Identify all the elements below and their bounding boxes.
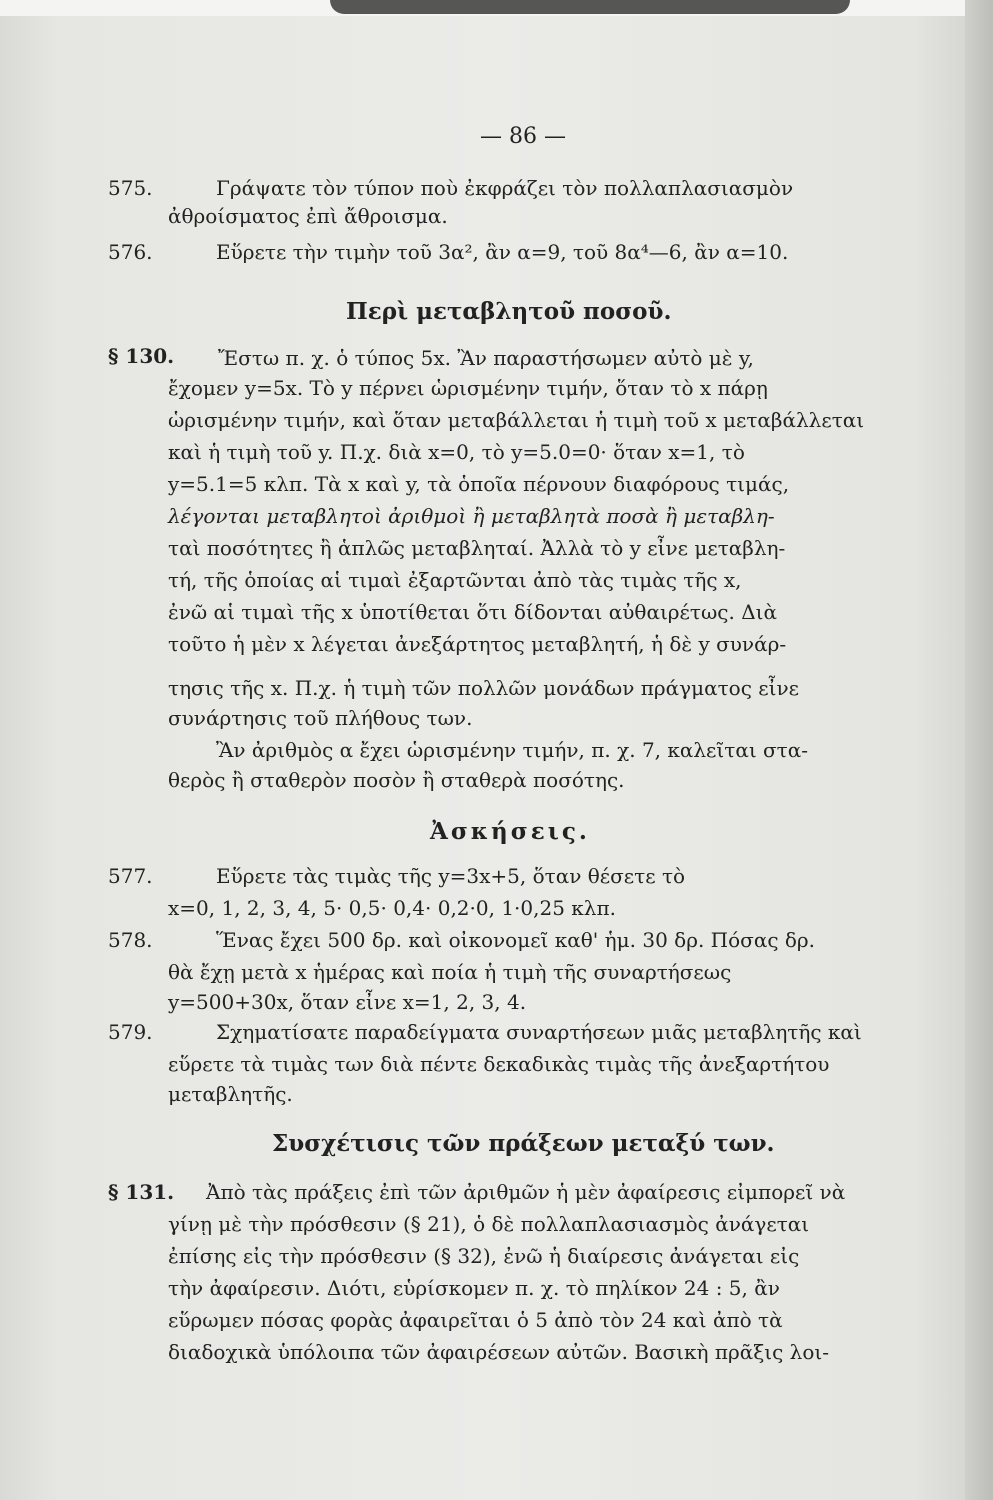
section-130-line-7: ταὶ ποσότητες ἢ ἁπλῶς μεταβληταί. Ἀλλὰ τὸ y εἶνε μεταβλη-	[168, 536, 786, 560]
exercise-578-line-2: θὰ ἔχῃ μετὰ x ἡμέρας καὶ ποία ἡ τιμὴ τῆς συναρτήσεως	[168, 960, 732, 984]
section-130-line-6: λέγονται μεταβλητοὶ ἀριθμοὶ ἢ μεταβλητὰ ποσὰ ἢ μεταβλη-	[168, 504, 775, 528]
section-131-line-2: γίνῃ μὲ τὴν πρόσθεσιν (§ 21), ὁ δὲ πολλαπλασιασμὸς ἀνάγεται	[168, 1212, 810, 1236]
section-130-line-13: Ἂν ἀριθμὸς α ἔχει ὡρισμένην τιμήν, π. χ. 7, καλεῖται στα-	[216, 738, 809, 762]
section-130-line-11: τησις τῆς x. Π.χ. ἡ τιμὴ τῶν πολλῶν μονάδων πράγματος εἶνε	[168, 676, 799, 700]
section-131-line-3: ἐπίσης εἰς τὴν πρόσθεσιν (§ 32), ἐνῶ ἡ διαίρεσις ἀνάγεται εἰς	[168, 1244, 800, 1268]
right-binding-shadow	[965, 0, 993, 1500]
section-130-line-5: y=5.1=5 κλπ. Τὰ x καὶ y, τὰ ὁποῖα πέρνουν διαφόρους τιμάς,	[168, 472, 790, 496]
exercise-576-line: Εὕρετε τὴν τιμὴν τοῦ 3α², ἂν α=9, τοῦ 8α⁴—6, ἂν α=10.	[216, 240, 789, 264]
exercise-578-line-1: Ἕνας ἔχει 500 δρ. καὶ οἰκονομεῖ καθ' ἡμ. 30 δρ. Πόσας δρ.	[216, 928, 816, 952]
exercise-576-number: 576.	[108, 240, 153, 264]
section-131-line-1: Ἀπὸ τὰς πράξεις ἐπὶ τῶν ἀριθμῶν ἡ μὲν ἀφαίρεσις εἰμπορεῖ νὰ	[206, 1180, 846, 1204]
section-130-line-2: ἔχομεν y=5x. Τὸ y πέρνει ὡρισμένην τιμήν, ὅταν τὸ x πάρῃ	[168, 376, 768, 400]
section-131-line-4: τὴν ἀφαίρεσιν. Διότι, εὑρίσκομεν π. χ. τὸ πηλίκον 24 : 5, ἂν	[168, 1276, 780, 1300]
exercise-577-line-2: x=0, 1, 2, 3, 4, 5· 0,5· 0,4· 0,2·0, 1·0,25 κλπ.	[168, 896, 616, 920]
section-131-line-6: διαδοχικὰ ὑπόλοιπα τῶν ἀφαιρέσεων αὐτῶν. Βασικὴ πρᾶξις λοι-	[168, 1340, 829, 1364]
exercise-575-number: 575.	[108, 176, 153, 200]
section-131-number: § 131.	[108, 1180, 175, 1204]
exercise-578-number: 578.	[108, 928, 153, 952]
section-130-line-1: Ἔστω π. χ. ὁ τύπος 5x. Ἂν παραστήσωμεν αὐτὸ μὲ y,	[218, 346, 754, 370]
section-130-line-8: τή, τῆς ὁποίας αἱ τιμαὶ ἐξαρτῶνται ἀπὸ τὰς τιμὰς τῆς x,	[168, 568, 742, 592]
exercise-579-line-1: Σχηματίσατε παραδείγματα συναρτήσεων μιᾶς μεταβλητῆς καὶ	[216, 1020, 862, 1044]
exercises-heading: Ἀσκήσεις.	[430, 818, 590, 845]
exercise-579-number: 579.	[108, 1020, 153, 1044]
section-heading-variable-quantity: Περὶ μεταβλητοῦ ποσοῦ.	[346, 298, 672, 325]
exercise-577-line-1: Εὕρετε τὰς τιμὰς τῆς y=3x+5, ὅταν θέσετε τὸ	[216, 864, 686, 888]
exercise-575-line-1: Γράψατε τὸν τύπον ποὺ ἐκφράζει τὸν πολλαπλασιασμὸν	[216, 176, 794, 200]
exercise-579-line-2: εὕρετε τὰ τιμὰς των διὰ πέντε δεκαδικὰς τιμὰς τῆς ἀνεξαρτήτου	[168, 1052, 830, 1076]
section-130-line-14: θερὸς ἢ σταθερὸν ποσὸν ἢ σταθερὰ ποσότης.	[168, 768, 625, 792]
exercise-575-line-2: ἀθροίσματος ἐπὶ ἄθροισμα.	[168, 204, 448, 228]
page-number: — 86 —	[480, 124, 566, 149]
exercise-578-line-3: y=500+30x, ὅταν εἶνε x=1, 2, 3, 4.	[168, 990, 527, 1014]
section-130-line-3: ὡρισμένην τιμήν, καὶ ὅταν μεταβάλλεται ἡ τιμὴ τοῦ x μεταβάλλεται	[168, 408, 865, 432]
section-heading-relations-of-operations: Συσχέτισις τῶν πράξεων μεταξύ των.	[272, 1130, 775, 1157]
section-131-line-5: εὕρωμεν πόσας φορὰς ἀφαιρεῖται ὁ 5 ἀπὸ τὸν 24 καὶ ἀπὸ τὰ	[168, 1308, 783, 1332]
section-130-line-10: τοῦτο ἡ μὲν x λέγεται ἀνεξάρτητος μεταβλητή, ἡ δὲ y συνάρ-	[168, 632, 787, 656]
section-130-line-12: συνάρτησις τοῦ πλήθους των.	[168, 706, 473, 730]
section-130-line-4: καὶ ἡ τιμὴ τοῦ y. Π.χ. διὰ x=0, τὸ y=5.0=0· ὅταν x=1, τὸ	[168, 440, 745, 464]
page-edge-shadow	[330, 0, 850, 14]
section-130-line-9: ἐνῶ αἱ τιμαὶ τῆς x ὑποτίθεται ὅτι δίδονται αὐθαιρέτως. Διὰ	[168, 600, 777, 624]
exercise-577-number: 577.	[108, 864, 153, 888]
section-130-number: § 130.	[108, 344, 175, 368]
exercise-579-line-3: μεταβλητῆς.	[168, 1082, 293, 1106]
